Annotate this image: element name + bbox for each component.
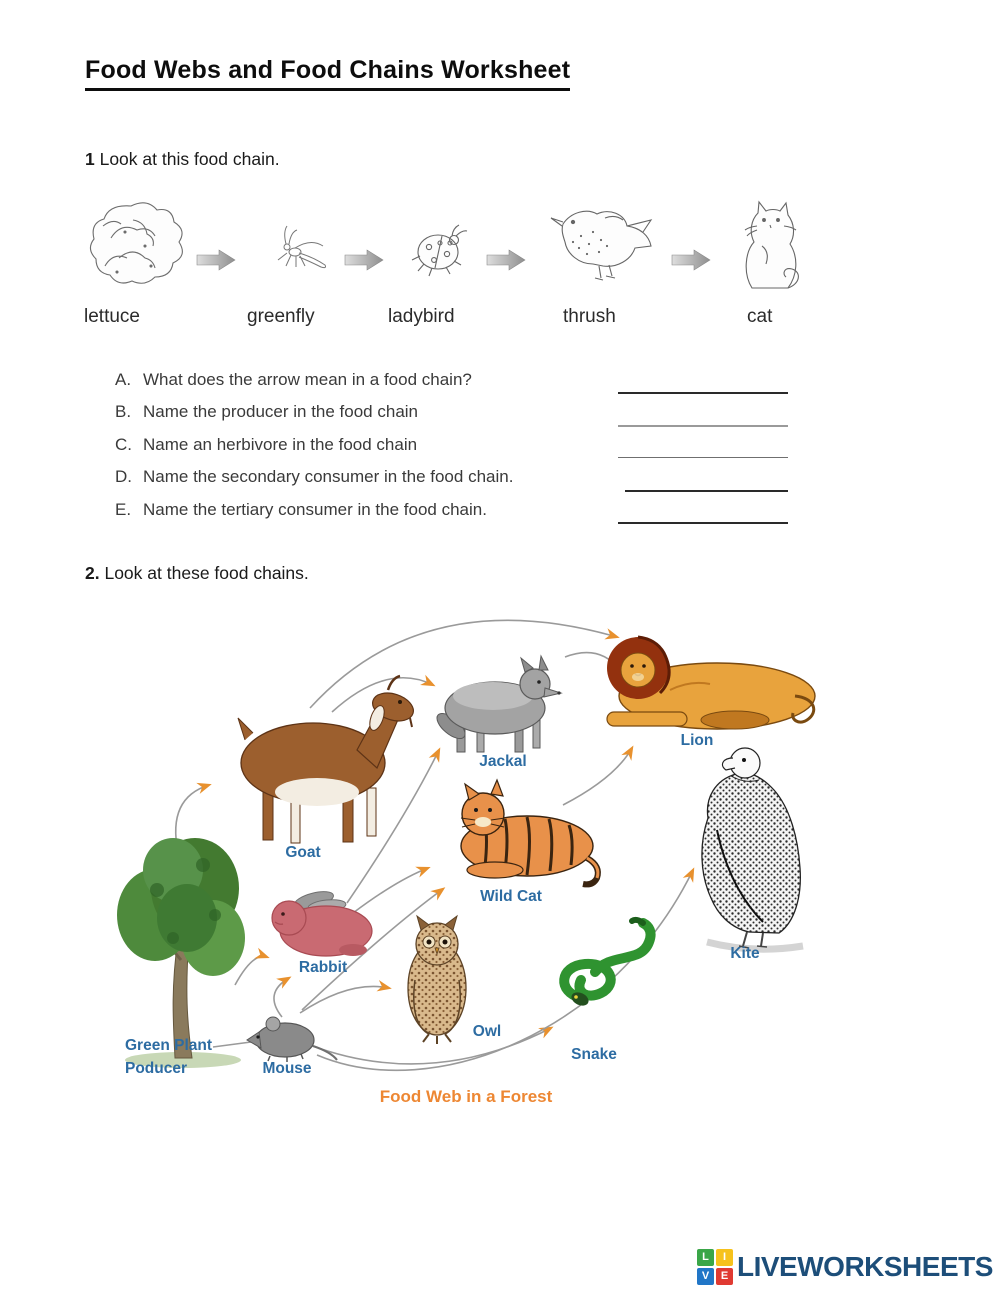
line-plant-to-mouse	[213, 1042, 251, 1047]
label-rabbit: Rabbit	[298, 959, 348, 976]
chain-label-cat: cat	[747, 306, 773, 327]
cat-illustration	[745, 202, 798, 288]
chain-label-greenfly: greenfly	[247, 306, 315, 327]
question-a-text: What does the arrow mean in a food chain?	[143, 370, 472, 389]
question-c	[115, 435, 417, 459]
tree-illustration	[117, 838, 245, 1068]
label-plant-line2: Poducer	[125, 1060, 188, 1077]
logo-tile-i: I	[716, 1249, 733, 1266]
greenfly-illustration	[278, 226, 326, 268]
answer-blank-e[interactable]	[618, 522, 788, 524]
arrow-wildcat-to-lion	[563, 748, 632, 805]
lettuce-illustration	[90, 203, 182, 283]
arrow-plant-to-rabbit	[235, 956, 267, 985]
rabbit-illustration	[272, 888, 372, 956]
arrow-mouse-to-rabbit	[274, 978, 289, 1017]
thrush-illustration	[551, 211, 651, 280]
section2-heading	[85, 563, 309, 584]
kite-illustration	[702, 748, 803, 949]
question-a	[115, 370, 472, 394]
chain-arrow-4	[672, 250, 710, 270]
section1-number: 1	[85, 149, 95, 169]
question-d-letter: D.	[115, 467, 132, 486]
label-plant-line1: Green Plant	[125, 1037, 212, 1054]
answer-blank-c[interactable]	[618, 457, 788, 458]
label-goat: Goat	[285, 844, 321, 861]
question-a-letter: A.	[115, 370, 132, 389]
label-owl: Owl	[472, 1023, 502, 1040]
question-e	[115, 500, 487, 524]
snake-illustration	[564, 920, 650, 1008]
section1-heading-text: Look at this food chain.	[94, 149, 280, 169]
arrow-rabbit-to-wildcat	[353, 868, 428, 913]
food-chain-strip	[80, 192, 810, 302]
section2-number: 2.	[85, 563, 100, 583]
question-b-text: Name the producer in the food chain	[143, 402, 419, 421]
section1-heading	[85, 149, 280, 170]
label-wildcat: Wild Cat	[480, 888, 542, 905]
owl-illustration	[408, 916, 466, 1044]
question-e-letter: E.	[115, 500, 132, 519]
label-kite: Kite	[730, 945, 760, 962]
lion-illustration	[607, 637, 815, 729]
chain-label-lettuce: lettuce	[84, 306, 140, 327]
chain-label-thrush: thrush	[563, 306, 616, 327]
label-snake: Snake	[571, 1046, 617, 1063]
question-b	[115, 402, 418, 426]
logo-tile-e: E	[716, 1268, 733, 1285]
ladybird-illustration	[412, 225, 467, 276]
wildcat-illustration	[461, 780, 598, 884]
chain-arrow-3	[487, 250, 525, 270]
jackal-illustration	[433, 656, 561, 752]
goat-illustration	[238, 676, 417, 843]
page-title: Food Webs and Food Chains Worksheet	[85, 56, 570, 91]
logo-tile-v: V	[697, 1268, 714, 1285]
question-d-text: Name the secondary consumer in the food chain.	[143, 467, 514, 486]
liveworksheets-logo[interactable]	[697, 1249, 993, 1285]
label-lion: Lion	[680, 732, 714, 749]
question-c-letter: C.	[115, 435, 132, 454]
question-b-letter: B.	[115, 402, 132, 421]
chain-arrow-2	[345, 250, 383, 270]
chain-label-ladybird: ladybird	[388, 306, 455, 327]
answer-blank-b[interactable]	[618, 425, 788, 427]
question-c-text: Name an herbivore in the food chain	[143, 435, 418, 454]
brand-text: LIVEWORKSHEETS	[737, 1251, 993, 1282]
food-web-diagram	[95, 600, 865, 1140]
answer-blank-a[interactable]	[618, 392, 788, 394]
chain-arrow-1	[197, 250, 235, 270]
answer-blank-d[interactable]	[625, 490, 788, 492]
label-mouse: Mouse	[262, 1060, 312, 1077]
diagram-caption: Food Web in a Forest	[379, 1087, 553, 1106]
logo-tile-l: L	[697, 1249, 714, 1266]
mouse-illustration	[247, 1017, 337, 1062]
question-e-text: Name the tertiary consumer in the food chain.	[143, 500, 487, 519]
label-jackal: Jackal	[479, 753, 527, 770]
section2-heading-text: Look at these food chains.	[99, 563, 309, 583]
question-d	[115, 467, 513, 491]
liveworksheets-logo-icon	[697, 1249, 733, 1285]
